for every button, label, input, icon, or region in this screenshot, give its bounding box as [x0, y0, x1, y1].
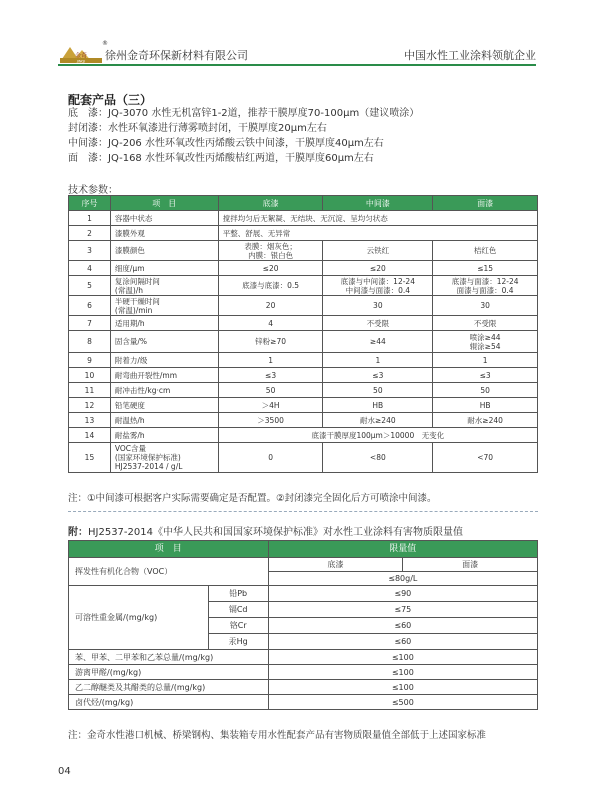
row-value-top: <70 [433, 443, 538, 473]
row-item: 耐盐雾/h [110, 428, 218, 443]
row-value-mid: 不受限 [323, 316, 433, 331]
row-value-base: 50 [218, 383, 323, 398]
voc-sub-top: 面漆 [403, 558, 538, 572]
limit-value: ≤500 [268, 695, 537, 710]
row-value-top: ≤15 [433, 261, 538, 276]
metal-value: ≤90 [268, 586, 537, 602]
row-value-mid: ≥44 [323, 331, 433, 353]
row-number: 4 [69, 261, 111, 276]
row-value-top: 喷涂≥44 辊涂≥54 [433, 331, 538, 353]
header-base: 底漆 [218, 196, 323, 211]
logo-subtext: JINQI [76, 59, 86, 64]
limit-item: 卤代烃/(mg/kg) [69, 695, 269, 710]
tech-table-row [69, 296, 538, 316]
tech-table-row [69, 398, 538, 413]
row-number: 3 [69, 241, 111, 261]
line-intermediate: 中间漆：JQ-206 水性环氧改性丙烯酸云铁中间漆，干膜厚度40μm左右 [68, 138, 384, 149]
appendix-title [68, 523, 463, 538]
row-value-mid: ≤3 [323, 368, 433, 383]
tech-table-row [69, 383, 538, 398]
row-item: 半硬干燥时间 (常温)/min [110, 296, 218, 316]
tech-table-row [69, 353, 538, 368]
line-primer: 底 漆：JQ-3070 水性无机富锌1-2道，推荐干膜厚度70-100μm（建议喷涂） [68, 108, 420, 119]
limit-value: ≤100 [268, 650, 537, 665]
row-item: 耐冲击性/kg·cm [110, 383, 218, 398]
row-value-mid: HB [323, 398, 433, 413]
row-item: 细度/μm [110, 261, 218, 276]
limit-item: 乙二醇醚类及其醋类的总量/(mg/kg) [69, 680, 269, 695]
row-value-base: ＞4H [218, 398, 323, 413]
row-value-base: ≤20 [218, 261, 323, 276]
row-value-base: ≤3 [218, 368, 323, 383]
tech-table-row [69, 368, 538, 383]
row-item: 漆膜颜色 [110, 241, 218, 261]
params-label: 技术参数： [68, 185, 118, 196]
row-value-mid: 耐水≥240 [323, 413, 433, 428]
row-item: 漆膜外观 [110, 226, 218, 241]
section-title: 配套产品（三） [68, 93, 153, 107]
metal-name: 铅Pb [208, 586, 268, 602]
limit-item: 苯、甲苯、二甲苯和乙苯总量/(mg/kg) [69, 650, 269, 665]
tech-table-row [69, 443, 538, 473]
row-value-mid: ≤20 [323, 261, 433, 276]
header-no: 序号 [69, 196, 111, 211]
row-value-base: 20 [218, 296, 323, 316]
row-item: 附着力/级 [110, 353, 218, 368]
footer-note: 注：金奇水性港口机械、桥梁钢构、集装箱专用水性配套产品有害物质限量值全部低于上述国家标准 [68, 730, 487, 741]
header-item: 项 目 [110, 196, 218, 211]
header-mid: 中间漆 [323, 196, 433, 211]
voc-item: 挥发性有机化合物（VOC） [69, 558, 269, 586]
tech-params-table [68, 195, 538, 473]
row-number: 14 [69, 428, 111, 443]
row-item: 耐温热/h [110, 413, 218, 428]
row-number: 7 [69, 316, 111, 331]
metal-name: 汞Hg [208, 634, 268, 650]
row-number: 1 [69, 211, 111, 226]
row-value-top: 30 [433, 296, 538, 316]
row-item: 适用期/h [110, 316, 218, 331]
registered-mark: ® [102, 40, 108, 47]
metal-name: 镉Cd [208, 602, 268, 618]
metal-value: ≤60 [268, 634, 537, 650]
tech-table-row [69, 241, 538, 261]
metal-value: ≤60 [268, 618, 537, 634]
row-value-top: 1 [433, 353, 538, 368]
row-number: 13 [69, 413, 111, 428]
row-value-mid: 底漆与中间漆：12-24 中间漆与面漆：0.4 [323, 276, 433, 296]
limits-header-item: 项 目 [69, 541, 269, 558]
row-number: 11 [69, 383, 111, 398]
row-value-base: 0 [218, 443, 323, 473]
row-number: 6 [69, 296, 111, 316]
tech-table-row [69, 261, 538, 276]
header-slogan: 中国水性工业涂料领航企业 [404, 49, 536, 62]
row-number: 15 [69, 443, 111, 473]
voc-value: ≤80g/L [268, 572, 537, 586]
tech-table-row [69, 331, 538, 353]
tech-table-row [69, 428, 538, 443]
row-value-top: 50 [433, 383, 538, 398]
row-value-top: 桔红色 [433, 241, 538, 261]
row-number: 2 [69, 226, 111, 241]
row-value-base: 锌粉≥70 [218, 331, 323, 353]
line-sealer: 封闭漆：水性环氧漆进行薄雾喷封闭，干膜厚度20μm左右 [68, 123, 327, 134]
row-value-top: ≤3 [433, 368, 538, 383]
limit-value: ≤100 [268, 665, 537, 680]
tech-table-row [69, 211, 538, 226]
row-value-base: 4 [218, 316, 323, 331]
company-name: 徐州金奇环保新材料有限公司 [105, 49, 248, 62]
row-value-merged: 搅拌均匀后无絮凝、无结块、无沉淀、呈均匀状态 [218, 211, 537, 226]
section-divider [68, 511, 538, 512]
tech-table-header [69, 196, 538, 211]
tech-table-row [69, 276, 538, 296]
metal-value: ≤75 [268, 602, 537, 618]
row-number: 5 [69, 276, 111, 296]
appendix-text: HJ2537-2014《中华人民共和国国家环境保护标准》对水性工业涂料有害物质限量值 [88, 527, 463, 538]
page-header [58, 40, 536, 66]
row-value-merged: 底漆干膜厚度100μm＞10000 无变化 [218, 428, 537, 443]
row-value-top: HB [433, 398, 538, 413]
row-value-mid: 30 [323, 296, 433, 316]
table-note: 注：①中间漆可根据客户实际需要确定是否配置。②封闭漆完全固化后方可喷涂中间漆。 [68, 493, 437, 504]
row-number: 9 [69, 353, 111, 368]
row-value-top: 耐水≥240 [433, 413, 538, 428]
row-item: VOC含量 (国家环境保护标准) HJ2537-2014 / g/L [110, 443, 218, 473]
header-top: 面漆 [433, 196, 538, 211]
logo-text: 金奇 [74, 52, 88, 60]
row-item: 固含量/% [110, 331, 218, 353]
row-value-mid: 云铁红 [323, 241, 433, 261]
row-number: 12 [69, 398, 111, 413]
row-value-base: ＞3500 [218, 413, 323, 428]
limits-table [68, 540, 538, 710]
row-value-base: 底漆与底漆：0.5 [218, 276, 323, 296]
limit-item: 游离甲醛/(mg/kg) [69, 665, 269, 680]
row-item: 容器中状态 [110, 211, 218, 226]
row-value-mid: <80 [323, 443, 433, 473]
line-topcoat: 面 漆：JQ-168 水性环氧改性丙烯酸桔红两道，干膜厚度60μm左右 [68, 153, 374, 164]
row-value-base: 1 [218, 353, 323, 368]
limit-value: ≤100 [268, 680, 537, 695]
appendix-prefix: 附： [68, 527, 88, 538]
row-value-top: 底漆与面漆：12-24 面漆与面漆：0.4 [433, 276, 538, 296]
tech-table-row [69, 316, 538, 331]
coating-system-lines [68, 106, 538, 166]
row-item: 铅笔硬度 [110, 398, 218, 413]
company-logo-icon [58, 44, 104, 64]
row-value-merged: 平整、舒展、无异常 [218, 226, 537, 241]
tech-table-row [69, 226, 538, 241]
row-item: 复涂间隔时间 (常温)/h [110, 276, 218, 296]
row-value-base: 表膜：烟灰色； 内膜：银白色 [218, 241, 323, 261]
row-number: 10 [69, 368, 111, 383]
row-value-mid: 1 [323, 353, 433, 368]
limits-header-value: 限量值 [268, 541, 537, 558]
row-item: 耐弯曲开裂性/mm [110, 368, 218, 383]
voc-sub-base: 底漆 [268, 558, 403, 572]
row-number: 8 [69, 331, 111, 353]
heavy-metal-item: 可溶性重金属/(mg/kg) [69, 586, 209, 650]
metal-name: 铬Cr [208, 618, 268, 634]
page-number: 04 [58, 766, 71, 777]
row-value-top: 不受限 [433, 316, 538, 331]
row-value-mid: 50 [323, 383, 433, 398]
tech-table-row [69, 413, 538, 428]
